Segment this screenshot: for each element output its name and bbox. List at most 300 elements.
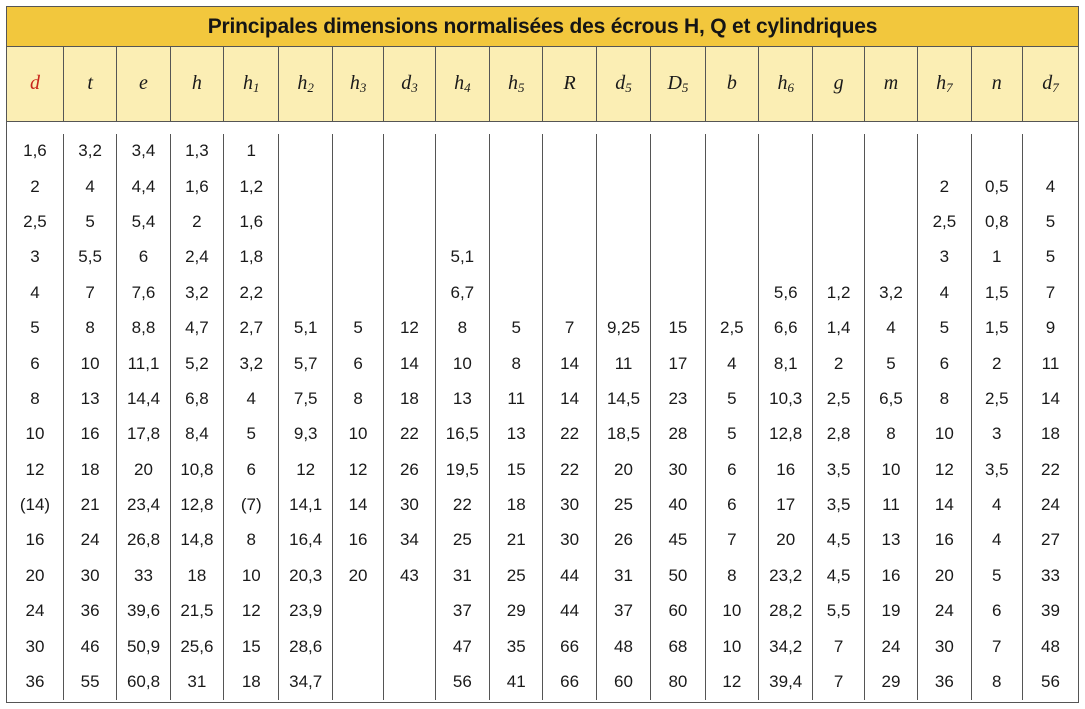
table-cell: 15 bbox=[490, 452, 543, 487]
table-row bbox=[7, 240, 1078, 275]
table-cell: 3,2 bbox=[170, 275, 223, 310]
table-cell: 4,5 bbox=[813, 523, 864, 558]
table-cell: 8 bbox=[490, 346, 543, 381]
column-header-h bbox=[170, 47, 223, 121]
column-symbol: g bbox=[833, 72, 844, 95]
column-symbol: e bbox=[139, 72, 148, 95]
table-cell: 5 bbox=[63, 204, 116, 239]
column-symbol: h bbox=[191, 72, 202, 95]
table-cell: 39 bbox=[1022, 594, 1078, 629]
table-cell: 11 bbox=[490, 381, 543, 416]
table-cell: 11 bbox=[864, 487, 917, 522]
table-cell bbox=[651, 169, 705, 204]
table-cell bbox=[705, 204, 758, 239]
table-cell: 5 bbox=[864, 346, 917, 381]
table-cell: 8 bbox=[971, 664, 1022, 699]
table-cell: (7) bbox=[224, 487, 279, 522]
table-cell: 8 bbox=[63, 310, 116, 345]
column-header-e bbox=[117, 47, 170, 121]
table-cell: 20 bbox=[918, 558, 971, 593]
table-cell: 41 bbox=[490, 664, 543, 699]
table-cell: 26 bbox=[596, 523, 650, 558]
table-cell bbox=[705, 275, 758, 310]
column-header-R bbox=[543, 47, 596, 121]
table-cell: 4 bbox=[63, 169, 116, 204]
table-row bbox=[7, 310, 1078, 345]
table-cell: 6 bbox=[918, 346, 971, 381]
table-cell bbox=[384, 134, 435, 169]
column-symbol: h bbox=[243, 71, 254, 94]
table-cell: 8,1 bbox=[759, 346, 813, 381]
table-cell: 33 bbox=[117, 558, 170, 593]
table-cell bbox=[490, 134, 543, 169]
table-cell: 30 bbox=[543, 487, 596, 522]
table-cell: 36 bbox=[25, 672, 45, 692]
table-cell: 8 bbox=[918, 381, 971, 416]
table-cell: 3,5 bbox=[971, 452, 1022, 487]
table-cell: 5,5 bbox=[813, 594, 864, 629]
table-cell: 1,5 bbox=[971, 310, 1022, 345]
table-row bbox=[7, 558, 1078, 593]
table-cell: 1,6 bbox=[170, 169, 223, 204]
table-cell: 5,1 bbox=[279, 310, 332, 345]
table-cell: 30 bbox=[918, 629, 971, 664]
table-cell bbox=[813, 134, 864, 169]
table-cell: 5,1 bbox=[435, 240, 489, 275]
table-cell: 3,2 bbox=[864, 275, 917, 310]
table-cell: 30 bbox=[543, 523, 596, 558]
table-cell: 12 bbox=[705, 664, 758, 699]
column-symbol: d bbox=[1042, 71, 1053, 94]
table-cell: 11 bbox=[596, 346, 650, 381]
table-cell: 23 bbox=[651, 381, 705, 416]
table-cell: 23,2 bbox=[759, 558, 813, 593]
table-cell: 5,5 bbox=[63, 240, 116, 275]
table-cell: 5 bbox=[1022, 240, 1078, 275]
table-cell: 10 bbox=[918, 417, 971, 452]
table-cell bbox=[279, 204, 332, 239]
table-cell: 31 bbox=[596, 558, 650, 593]
table-cell: 1 bbox=[224, 134, 279, 169]
table-cell: 5 bbox=[918, 310, 971, 345]
column-header-d3 bbox=[384, 47, 435, 121]
table-cell: 16 bbox=[918, 523, 971, 558]
table-cell bbox=[490, 275, 543, 310]
table-cell bbox=[759, 204, 813, 239]
table-cell: 26,8 bbox=[117, 523, 170, 558]
table-cell: 24 bbox=[918, 594, 971, 629]
table-cell bbox=[759, 134, 813, 169]
table-cell: 50,9 bbox=[117, 629, 170, 664]
table-cell: 45 bbox=[651, 523, 705, 558]
table-cell: 14,1 bbox=[279, 487, 332, 522]
table-cell: 48 bbox=[596, 629, 650, 664]
table-cell: 37 bbox=[596, 594, 650, 629]
table-cell: 14 bbox=[384, 346, 435, 381]
column-subscript: 5 bbox=[625, 79, 632, 95]
table-cell: 31 bbox=[170, 664, 223, 699]
table-cell: 24 bbox=[864, 629, 917, 664]
column-symbol: h bbox=[454, 71, 465, 94]
table-cell: 5 bbox=[1022, 204, 1078, 239]
header-spacer bbox=[7, 121, 1078, 134]
column-symbol: d bbox=[29, 72, 40, 95]
table-cell: 4,4 bbox=[117, 169, 170, 204]
table-cell: 14,4 bbox=[117, 381, 170, 416]
table-cell: 28,2 bbox=[759, 594, 813, 629]
table-cell: 50 bbox=[651, 558, 705, 593]
table-cell: (14) bbox=[19, 495, 51, 515]
table-cell: 8 bbox=[435, 310, 489, 345]
table-cell bbox=[384, 169, 435, 204]
table-cell: 19 bbox=[864, 594, 917, 629]
table-cell: 24 bbox=[25, 601, 45, 621]
table-cell: 6 bbox=[30, 353, 40, 373]
table-cell bbox=[332, 275, 383, 310]
table-cell: 11,1 bbox=[117, 346, 170, 381]
table-cell: 21,5 bbox=[170, 594, 223, 629]
table-cell: 5 bbox=[705, 417, 758, 452]
dimensions-table-panel bbox=[6, 6, 1079, 703]
table-cell bbox=[384, 629, 435, 664]
column-header-h4 bbox=[435, 47, 489, 121]
table-cell: 5 bbox=[224, 417, 279, 452]
table-cell: 1,8 bbox=[224, 240, 279, 275]
table-cell: 34,7 bbox=[279, 664, 332, 699]
table-cell: 2,5 bbox=[705, 310, 758, 345]
table-cell bbox=[813, 169, 864, 204]
table-cell: 17 bbox=[759, 487, 813, 522]
column-symbol: d bbox=[615, 71, 626, 94]
table-row bbox=[7, 275, 1078, 310]
table-cell bbox=[435, 169, 489, 204]
table-cell: 25 bbox=[435, 523, 489, 558]
table-cell: 13 bbox=[490, 417, 543, 452]
table-cell bbox=[596, 240, 650, 275]
column-header-m bbox=[864, 47, 917, 121]
table-cell: 6 bbox=[971, 594, 1022, 629]
column-subscript: 7 bbox=[946, 79, 953, 95]
table-cell: 2,7 bbox=[224, 310, 279, 345]
table-row bbox=[7, 487, 1078, 522]
table-cell bbox=[543, 169, 596, 204]
table-cell: 5,6 bbox=[759, 275, 813, 310]
column-subscript: 5 bbox=[517, 79, 525, 95]
table-cell bbox=[596, 275, 650, 310]
table-cell bbox=[543, 204, 596, 239]
table-cell: 20 bbox=[25, 565, 45, 585]
column-header-h1 bbox=[224, 47, 279, 121]
table-cell: 14 bbox=[1022, 381, 1078, 416]
table-cell: 44 bbox=[543, 594, 596, 629]
table-row bbox=[7, 346, 1078, 381]
table-cell: 4 bbox=[918, 275, 971, 310]
column-header-d bbox=[7, 47, 63, 121]
table-cell: 25,6 bbox=[170, 629, 223, 664]
table-cell: 1,6 bbox=[23, 141, 47, 161]
table-cell bbox=[651, 204, 705, 239]
table-cell: 4 bbox=[971, 523, 1022, 558]
table-cell: 8 bbox=[864, 417, 917, 452]
table-cell: 18 bbox=[170, 558, 223, 593]
column-subscript: 3 bbox=[411, 79, 418, 95]
table-cell: 3 bbox=[30, 247, 40, 267]
table-cell: 40 bbox=[651, 487, 705, 522]
table-cell bbox=[490, 204, 543, 239]
table-cell: 8,8 bbox=[117, 310, 170, 345]
table-cell bbox=[651, 240, 705, 275]
table-cell: 3,2 bbox=[63, 134, 116, 169]
table-cell: 68 bbox=[651, 629, 705, 664]
table-cell: 10 bbox=[224, 558, 279, 593]
table-cell: 6,8 bbox=[170, 381, 223, 416]
table-cell: 20 bbox=[596, 452, 650, 487]
table-cell: 4 bbox=[1022, 169, 1078, 204]
table-cell: 17,8 bbox=[117, 417, 170, 452]
table-row bbox=[7, 629, 1078, 664]
table-cell: 20,3 bbox=[279, 558, 332, 593]
column-header-d5 bbox=[596, 47, 650, 121]
table-cell: 5,2 bbox=[170, 346, 223, 381]
column-symbol: D bbox=[667, 71, 682, 94]
table-cell: 31 bbox=[435, 558, 489, 593]
table-cell: 14,5 bbox=[596, 381, 650, 416]
table-cell: 30 bbox=[63, 558, 116, 593]
table-cell: 22 bbox=[435, 487, 489, 522]
table-cell: 18 bbox=[1022, 417, 1078, 452]
table-cell: 14 bbox=[918, 487, 971, 522]
header-row bbox=[7, 47, 1078, 121]
table-cell: 24 bbox=[63, 523, 116, 558]
table-cell: 34 bbox=[384, 523, 435, 558]
table-cell: 8,4 bbox=[170, 417, 223, 452]
column-subscript: 2 bbox=[307, 79, 314, 95]
column-header-n bbox=[971, 47, 1022, 121]
table-cell: 29 bbox=[864, 664, 917, 699]
table-cell bbox=[596, 169, 650, 204]
table-cell: 12,8 bbox=[759, 417, 813, 452]
table-cell: 12,8 bbox=[170, 487, 223, 522]
table-cell bbox=[384, 594, 435, 629]
table-cell: 7 bbox=[63, 275, 116, 310]
table-row bbox=[7, 381, 1078, 416]
table-row bbox=[7, 169, 1078, 204]
table-cell: 4 bbox=[705, 346, 758, 381]
table-cell bbox=[279, 275, 332, 310]
table-cell bbox=[864, 134, 917, 169]
table-cell: 1,3 bbox=[170, 134, 223, 169]
table-cell: 28,6 bbox=[279, 629, 332, 664]
column-header-h2 bbox=[279, 47, 332, 121]
table-cell bbox=[490, 169, 543, 204]
column-symbol: b bbox=[726, 72, 737, 95]
table-title: Principales dimensions normalisées des écrous H, Q et cylindriques bbox=[7, 7, 1078, 47]
table-cell: 4,5 bbox=[813, 558, 864, 593]
table-cell: 3,5 bbox=[813, 487, 864, 522]
table-cell: 15 bbox=[224, 629, 279, 664]
table-cell: 20 bbox=[759, 523, 813, 558]
table-cell: 5 bbox=[971, 558, 1022, 593]
table-cell: 10 bbox=[435, 346, 489, 381]
table-cell: 10,3 bbox=[759, 381, 813, 416]
table-cell: 16,4 bbox=[279, 523, 332, 558]
table-cell bbox=[705, 169, 758, 204]
table-cell: 5 bbox=[30, 318, 40, 338]
table-cell bbox=[384, 664, 435, 699]
table-cell bbox=[759, 240, 813, 275]
table-cell: 7 bbox=[543, 310, 596, 345]
column-subscript: 5 bbox=[681, 79, 689, 95]
table-cell: 13 bbox=[435, 381, 489, 416]
table-cell: 5 bbox=[705, 381, 758, 416]
table-cell bbox=[332, 134, 383, 169]
table-cell bbox=[279, 134, 332, 169]
table-cell: 10,8 bbox=[170, 452, 223, 487]
table-cell: 14 bbox=[543, 346, 596, 381]
table-cell: 9,25 bbox=[596, 310, 650, 345]
column-symbol: n bbox=[991, 72, 1002, 95]
table-cell: 1,5 bbox=[971, 275, 1022, 310]
table-cell: 18 bbox=[224, 664, 279, 699]
table-cell: 6,6 bbox=[759, 310, 813, 345]
table-cell: 2,2 bbox=[224, 275, 279, 310]
column-header-b bbox=[705, 47, 758, 121]
table-cell: 1,6 bbox=[224, 204, 279, 239]
table-cell bbox=[435, 204, 489, 239]
table-cell: 12 bbox=[918, 452, 971, 487]
table-cell: 13 bbox=[63, 381, 116, 416]
table-cell: 2 bbox=[813, 346, 864, 381]
table-cell: 25 bbox=[490, 558, 543, 593]
table-cell bbox=[543, 240, 596, 275]
table-cell: 22 bbox=[1022, 452, 1078, 487]
table-cell: 10 bbox=[705, 594, 758, 629]
table-cell: 3 bbox=[918, 240, 971, 275]
table-cell: 6 bbox=[224, 452, 279, 487]
table-row bbox=[7, 594, 1078, 629]
table-row bbox=[7, 452, 1078, 487]
table-row bbox=[7, 417, 1078, 452]
table-cell: 30 bbox=[384, 487, 435, 522]
column-subscript: 1 bbox=[253, 79, 260, 95]
table-cell bbox=[435, 134, 489, 169]
table-cell: 12 bbox=[224, 594, 279, 629]
table-cell: 43 bbox=[384, 558, 435, 593]
table-cell: 29 bbox=[490, 594, 543, 629]
table-cell: 23,9 bbox=[279, 594, 332, 629]
table-cell: 7 bbox=[705, 523, 758, 558]
table-cell: 12 bbox=[25, 459, 45, 479]
table-cell: 60 bbox=[651, 594, 705, 629]
table-cell: 10 bbox=[332, 417, 383, 452]
column-subscript: 7 bbox=[1052, 79, 1059, 95]
column-symbol: t bbox=[87, 72, 93, 95]
table-cell: 60 bbox=[596, 664, 650, 699]
table-cell: 20 bbox=[332, 558, 383, 593]
table-cell: 6 bbox=[705, 452, 758, 487]
table-cell: 18 bbox=[63, 452, 116, 487]
table-cell: 2,5 bbox=[918, 204, 971, 239]
table-cell bbox=[918, 134, 971, 169]
table-cell: 16 bbox=[332, 523, 383, 558]
table-row bbox=[7, 204, 1078, 239]
table-cell bbox=[596, 204, 650, 239]
table-cell bbox=[813, 204, 864, 239]
table-cell: 12 bbox=[279, 452, 332, 487]
column-header-t bbox=[63, 47, 116, 121]
table-cell bbox=[705, 134, 758, 169]
table-cell: 4 bbox=[971, 487, 1022, 522]
table-cell: 39,6 bbox=[117, 594, 170, 629]
table-cell bbox=[384, 204, 435, 239]
table-cell: 1,2 bbox=[224, 169, 279, 204]
column-header-h5 bbox=[490, 47, 543, 121]
table-cell: 12 bbox=[384, 310, 435, 345]
table-cell bbox=[279, 240, 332, 275]
table-cell: 39,4 bbox=[759, 664, 813, 699]
table-cell: 1,4 bbox=[813, 310, 864, 345]
table-cell: 3 bbox=[971, 417, 1022, 452]
table-cell: 7 bbox=[971, 629, 1022, 664]
table-cell: 27 bbox=[1022, 523, 1078, 558]
table-cell: 5,4 bbox=[117, 204, 170, 239]
table-cell bbox=[279, 169, 332, 204]
table-cell bbox=[384, 275, 435, 310]
table-cell: 2,5 bbox=[971, 381, 1022, 416]
table-cell: 25 bbox=[596, 487, 650, 522]
table-cell: 16 bbox=[25, 530, 45, 550]
column-header-d7 bbox=[1022, 47, 1078, 121]
table-cell bbox=[864, 169, 917, 204]
table-cell: 3,2 bbox=[224, 346, 279, 381]
table-cell: 8 bbox=[30, 388, 40, 408]
table-cell bbox=[596, 134, 650, 169]
table-cell: 6 bbox=[705, 487, 758, 522]
table-cell: 17 bbox=[651, 346, 705, 381]
table-cell bbox=[490, 240, 543, 275]
table-cell bbox=[759, 169, 813, 204]
table-cell: 8 bbox=[705, 558, 758, 593]
table-cell: 4,7 bbox=[170, 310, 223, 345]
table-cell bbox=[813, 240, 864, 275]
table-cell: 5,7 bbox=[279, 346, 332, 381]
table-cell: 18 bbox=[490, 487, 543, 522]
table-cell: 30 bbox=[25, 636, 45, 656]
table-cell: 1 bbox=[971, 240, 1022, 275]
table-cell: 6,5 bbox=[864, 381, 917, 416]
table-cell: 80 bbox=[651, 664, 705, 699]
table-cell: 3,4 bbox=[117, 134, 170, 169]
table-cell: 12 bbox=[332, 452, 383, 487]
column-symbol: R bbox=[563, 72, 576, 95]
column-symbol: h bbox=[297, 71, 308, 94]
table-cell bbox=[543, 134, 596, 169]
table-cell: 5 bbox=[490, 310, 543, 345]
table-cell bbox=[864, 240, 917, 275]
table-cell: 60,8 bbox=[117, 664, 170, 699]
table-cell: 2 bbox=[170, 204, 223, 239]
table-cell: 15 bbox=[651, 310, 705, 345]
table-cell: 2 bbox=[971, 346, 1022, 381]
table-cell: 16 bbox=[759, 452, 813, 487]
table-cell: 16 bbox=[63, 417, 116, 452]
table-cell: 16,5 bbox=[435, 417, 489, 452]
table-cell bbox=[332, 594, 383, 629]
table-cell: 7,6 bbox=[117, 275, 170, 310]
table-cell: 7 bbox=[1022, 275, 1078, 310]
column-subscript: 4 bbox=[464, 79, 471, 95]
table-cell: 36 bbox=[918, 664, 971, 699]
